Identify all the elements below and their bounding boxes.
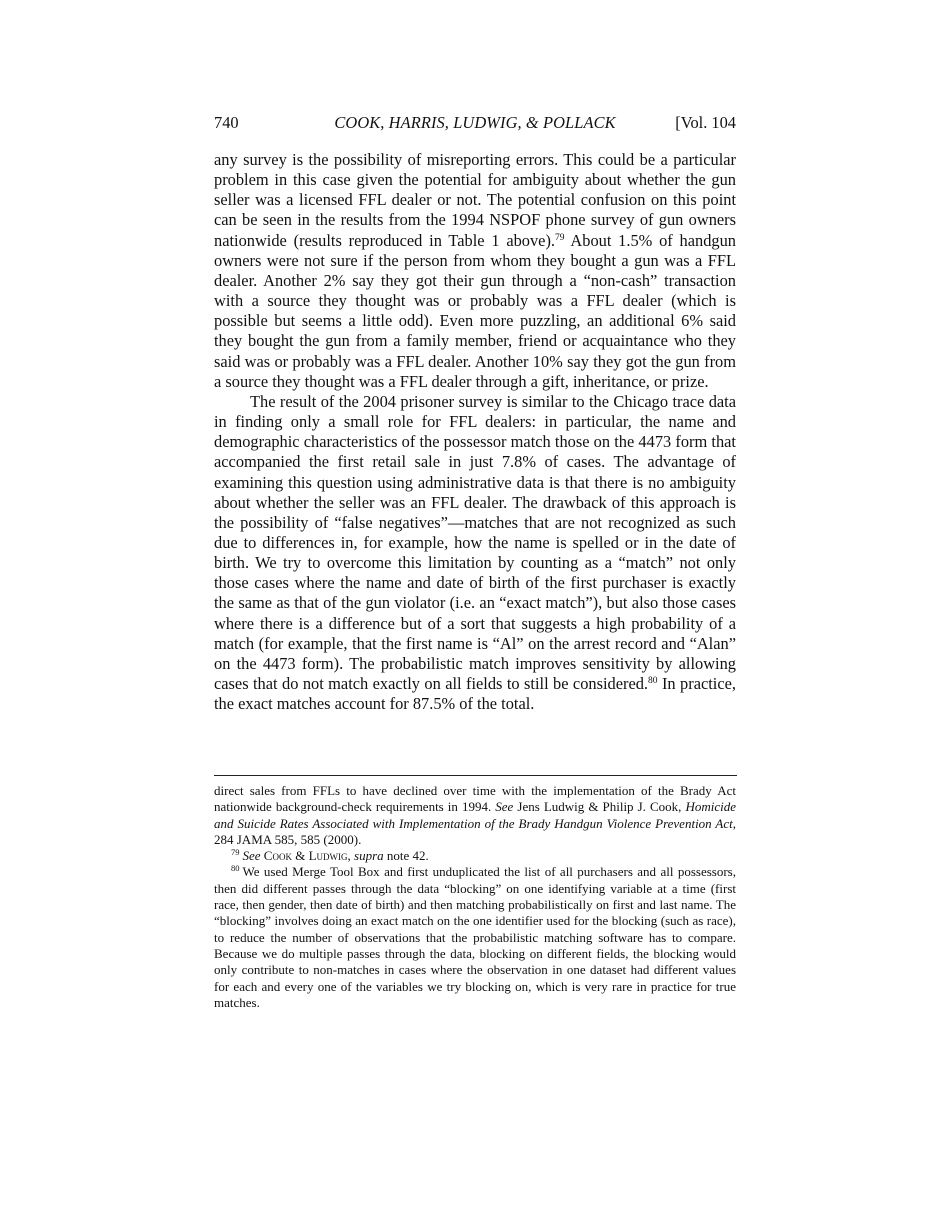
paragraph-1-text-b: About 1.5% of handgun owners were not sure if the person from whom they bought a gun was a FFL dealer. Another 2% say they got their gun through a “non-cash” transaction with a source they thought was or probably was a FFL dealer (which is possible but seems a little odd). Even more puzzling, an additional 6% said they bought the gun from a family member, friend or acquaintance who they said was or probably was a FFL dealer. Another 10% say they got the gun from a source they thought was a FFL dealer through a gift, inheritance, or prize. xyxy=(214,230,736,391)
paragraph-1-text-a: any survey is the possibility of misreporting errors. This could be a particular problem in this case given the potential for ambiguity about whether the gun seller was a licensed FFL dealer or not. The potential confusion on this point can be seen in the results from the 1994 NSPOF phone survey of gun owners nationwide (results reproduced in Table 1 above). xyxy=(214,150,736,250)
paragraph-2-text-b: In practice, the exact matches account for 87.5% of the total. xyxy=(214,674,737,714)
footnote-79-see: See xyxy=(242,848,261,864)
paragraph-2 xyxy=(214,392,736,715)
footnote-79 xyxy=(214,848,736,864)
footnote-80 xyxy=(214,864,736,1011)
main-text xyxy=(214,150,736,714)
footnote-79-note: note 42. xyxy=(383,848,429,864)
running-head-authors: COOK, HARRIS, LUDWIG, & POLLACK xyxy=(334,113,616,132)
footnote-ref-80[interactable]: 80 xyxy=(648,676,658,687)
footnote-79-amp: & xyxy=(291,848,309,864)
footnote-79-author-a: Cook xyxy=(263,848,292,864)
volume-label: [Vol. 104 xyxy=(675,113,736,132)
footnote-79-number: 79 xyxy=(231,847,240,858)
footnote-79-author-b: Ludwig xyxy=(308,848,348,864)
footnote-ref-79[interactable]: 79 xyxy=(555,232,565,243)
footnote-cont-text-c: , 284 JAMA 585, 585 (2000). xyxy=(214,815,736,847)
footnote-cont-text-b: Jens Ludwig & Philip J. Cook, xyxy=(513,799,686,815)
footnote-cont-article-title: Homicide and Suicide Rates Associated with Implementation of the Brady Handgun Violence Prevention Act xyxy=(214,799,736,831)
footnotes xyxy=(214,783,736,1011)
footnote-cont-text-a: direct sales from FFLs to have declined over time with the implementation of the Brady Act nationwide background-check requirements in 1994. xyxy=(214,783,736,815)
footnote-cont-see: See xyxy=(495,799,514,815)
paragraph-1 xyxy=(214,150,736,392)
footnote-80-text: We used Merge Tool Box and first unduplicated the list of all purchasers and all possessors, then did different passes through the data “blocking” on one identifying variable at a time (first race, then gender, then date of birth) and then matching probabilistically on first and last name. The “blocking” involves doing an exact match on the one identifier used for the blocking (such as race), to reduce the number of observations that the probabilistic matching software has to compare. Because we do multiple passes through the data, blocking on different fields, the blocking would only contribute to non-matches in cases where the observation in one dataset had different values for each and every one of the variables we try blocking on, which is very rare in practice for true matches. xyxy=(214,864,736,1010)
footnote-80-number: 80 xyxy=(231,863,240,874)
paragraph-2-text-a: The result of the 2004 prisoner survey is similar to the Chicago trace data in finding only a small role for FFL dealers: in particular, the name and demographic characteristics of the possessor match those on the 4473 form that accompanied the first retail sale in just 7.8% of cases. The advantage of examining this question using administrative data is that there is no ambiguity about whether the seller was an FFL dealer. The drawback of this approach is the possibility of “false negatives”—matches that are not recognized as such due to differences in, for example, how the name is spelled or in the date of birth. We try to overcome this limitation by counting as a “match” not only those cases where the name and date of birth of the first purchaser is exactly the same as that of the gun violator (i.e. an “exact match”), but also those cases where there is a difference but of a sort that suggests a high probability of a match (for example, that the first name is “Al” on the arrest record and “Alan” on the 4473 form). The probabilistic match improves sensitivity by allowing cases that do not match exactly on all fields to still be considered. xyxy=(214,391,736,694)
footnote-divider xyxy=(214,775,737,776)
footnote-79-sep: , xyxy=(347,848,355,864)
footnote-79-supra: supra xyxy=(354,848,384,864)
page-number: 740 xyxy=(214,113,239,132)
footnote-continuation xyxy=(214,783,736,848)
running-head xyxy=(214,112,736,134)
